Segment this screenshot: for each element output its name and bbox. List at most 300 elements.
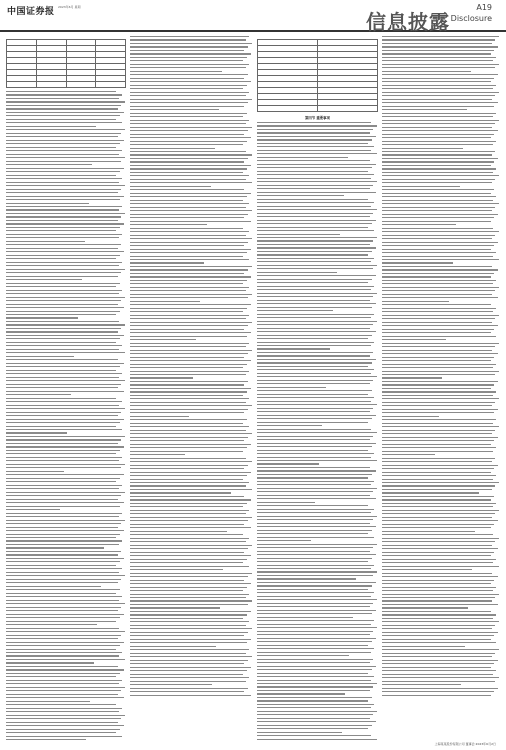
text-line bbox=[130, 189, 244, 190]
text-line bbox=[6, 467, 121, 468]
text-line bbox=[6, 725, 124, 726]
text-line bbox=[257, 561, 368, 562]
text-line bbox=[130, 461, 252, 462]
text-line bbox=[130, 339, 196, 340]
text-line bbox=[382, 485, 495, 486]
text-line bbox=[6, 523, 121, 524]
text-line bbox=[257, 300, 370, 301]
text-line bbox=[130, 419, 247, 420]
text-line bbox=[257, 704, 374, 705]
text-line bbox=[257, 188, 370, 189]
text-line bbox=[6, 234, 122, 235]
text-line bbox=[130, 388, 251, 389]
text-line bbox=[382, 430, 495, 431]
text-line bbox=[6, 481, 116, 482]
text-line bbox=[130, 88, 243, 89]
text-line bbox=[257, 627, 377, 628]
text-line bbox=[130, 632, 248, 633]
text-line bbox=[6, 359, 118, 360]
text-line bbox=[6, 119, 116, 120]
text-line bbox=[6, 248, 118, 249]
text-line bbox=[130, 482, 249, 483]
text-line bbox=[257, 254, 368, 255]
text-line bbox=[130, 527, 251, 528]
text-line bbox=[6, 129, 125, 130]
text-line bbox=[382, 691, 494, 692]
text-line bbox=[382, 262, 453, 263]
text-line bbox=[257, 132, 370, 133]
text-line bbox=[382, 217, 494, 218]
text-line bbox=[257, 282, 368, 283]
text-line bbox=[130, 426, 249, 427]
text-line bbox=[382, 419, 496, 420]
text-line bbox=[130, 235, 246, 236]
text-line bbox=[130, 430, 246, 431]
text-line bbox=[382, 85, 496, 86]
text-line bbox=[6, 279, 82, 280]
text-line bbox=[382, 590, 493, 591]
text-line bbox=[6, 300, 121, 301]
text-line bbox=[382, 649, 499, 650]
text-line bbox=[382, 242, 498, 243]
text-line bbox=[6, 401, 122, 402]
text-line bbox=[257, 122, 371, 123]
text-line bbox=[382, 189, 494, 190]
text-line bbox=[382, 193, 491, 194]
text-line bbox=[257, 735, 371, 736]
text-line bbox=[382, 611, 491, 612]
text-line bbox=[130, 468, 244, 469]
text-line bbox=[382, 245, 494, 246]
text-line bbox=[257, 160, 370, 161]
text-line bbox=[257, 418, 372, 419]
page-header bbox=[0, 0, 506, 32]
text-line bbox=[130, 172, 243, 173]
text-line bbox=[257, 206, 371, 207]
text-line bbox=[130, 684, 212, 685]
text-line bbox=[257, 457, 371, 458]
text-line bbox=[257, 585, 372, 586]
text-line bbox=[382, 175, 499, 176]
text-line bbox=[6, 366, 120, 367]
text-line bbox=[130, 148, 215, 149]
text-line bbox=[130, 649, 249, 650]
text-line bbox=[130, 228, 243, 229]
text-line bbox=[130, 472, 251, 473]
text-line bbox=[130, 297, 248, 298]
text-line bbox=[130, 137, 251, 138]
text-line bbox=[257, 324, 373, 325]
text-line bbox=[6, 94, 122, 95]
text-line bbox=[382, 95, 495, 96]
text-line bbox=[382, 371, 499, 372]
text-line bbox=[382, 113, 496, 114]
text-line bbox=[130, 600, 252, 601]
text-line bbox=[130, 60, 243, 61]
text-line bbox=[6, 209, 119, 210]
text-line bbox=[257, 279, 372, 280]
text-line bbox=[382, 646, 465, 647]
text-line bbox=[257, 230, 374, 231]
text-line bbox=[382, 74, 498, 75]
text-line bbox=[6, 530, 124, 531]
text-line bbox=[6, 196, 124, 197]
text-line bbox=[382, 562, 493, 563]
text-line bbox=[382, 447, 496, 448]
text-line bbox=[382, 78, 494, 79]
text-line bbox=[130, 545, 252, 546]
text-line bbox=[382, 336, 496, 337]
text-line bbox=[257, 366, 368, 367]
text-line bbox=[130, 660, 248, 661]
text-line bbox=[6, 331, 118, 332]
text-line bbox=[6, 544, 119, 545]
text-line bbox=[382, 350, 492, 351]
text-line bbox=[130, 43, 252, 44]
text-line bbox=[382, 329, 494, 330]
text-line bbox=[257, 125, 377, 126]
text-line bbox=[382, 360, 491, 361]
text-line bbox=[6, 582, 118, 583]
text-line bbox=[130, 621, 249, 622]
text-line bbox=[6, 391, 124, 392]
newspaper-columns bbox=[6, 36, 500, 740]
text-line bbox=[257, 401, 371, 402]
text-line bbox=[382, 517, 492, 518]
text-line bbox=[6, 690, 121, 691]
text-line bbox=[6, 485, 122, 486]
text-line bbox=[6, 105, 121, 106]
text-line bbox=[6, 624, 97, 625]
text-line bbox=[6, 373, 122, 374]
text-line bbox=[130, 517, 252, 518]
text-line bbox=[130, 465, 248, 466]
text-line bbox=[382, 311, 493, 312]
text-line bbox=[257, 463, 319, 464]
text-line bbox=[382, 71, 471, 72]
text-line bbox=[130, 548, 248, 549]
text-line bbox=[130, 670, 247, 671]
text-line bbox=[257, 247, 376, 248]
table-1 bbox=[6, 39, 126, 88]
text-line bbox=[130, 64, 249, 65]
text-line bbox=[382, 534, 493, 535]
text-line bbox=[382, 635, 494, 636]
text-line bbox=[257, 502, 315, 503]
text-line bbox=[382, 46, 498, 47]
text-line bbox=[257, 362, 372, 363]
text-line bbox=[6, 642, 124, 643]
text-line bbox=[382, 527, 491, 528]
text-line bbox=[382, 604, 498, 605]
text-line bbox=[382, 513, 495, 514]
text-line bbox=[257, 662, 370, 663]
text-line bbox=[257, 425, 322, 426]
footer-note: 上海某某股份有限公司 董事会 2023年6月2日 bbox=[434, 742, 496, 746]
text-line bbox=[6, 380, 125, 381]
text-line bbox=[382, 426, 499, 427]
text-line bbox=[382, 294, 492, 295]
text-line bbox=[130, 210, 252, 211]
text-line bbox=[382, 663, 494, 664]
text-line bbox=[130, 151, 246, 152]
text-line bbox=[130, 67, 246, 68]
text-line bbox=[130, 109, 219, 110]
text-line bbox=[6, 687, 125, 688]
text-line bbox=[257, 638, 376, 639]
text-line bbox=[382, 308, 496, 309]
text-line bbox=[6, 335, 124, 336]
text-line bbox=[6, 446, 124, 447]
text-line bbox=[130, 583, 251, 584]
text-line bbox=[257, 533, 368, 534]
text-line bbox=[382, 165, 491, 166]
text-line bbox=[6, 579, 121, 580]
text-line bbox=[6, 182, 119, 183]
text-line bbox=[130, 611, 251, 612]
text-line bbox=[6, 412, 121, 413]
text-line bbox=[6, 502, 124, 503]
text-line bbox=[6, 739, 86, 740]
text-line bbox=[382, 628, 492, 629]
text-line bbox=[257, 157, 348, 158]
text-line bbox=[382, 50, 494, 51]
section-heading: 第四节 重要事项 bbox=[305, 116, 330, 120]
text-line bbox=[6, 189, 121, 190]
text-line bbox=[382, 67, 495, 68]
text-line bbox=[130, 381, 248, 382]
text-line bbox=[130, 294, 252, 295]
text-line bbox=[382, 594, 499, 595]
text-line bbox=[257, 652, 371, 653]
text-line bbox=[6, 628, 119, 629]
text-line bbox=[257, 348, 330, 349]
text-line bbox=[6, 680, 122, 681]
text-line bbox=[257, 578, 356, 579]
text-line bbox=[130, 329, 244, 330]
text-line bbox=[382, 597, 495, 598]
text-line bbox=[130, 454, 185, 455]
text-line bbox=[130, 186, 211, 187]
text-line bbox=[6, 216, 121, 217]
text-line bbox=[130, 437, 248, 438]
text-line bbox=[382, 587, 496, 588]
text-line bbox=[257, 477, 368, 478]
text-line bbox=[382, 492, 479, 493]
text-line bbox=[6, 471, 64, 472]
text-line bbox=[130, 377, 193, 378]
text-line bbox=[382, 688, 498, 689]
text-line bbox=[382, 670, 496, 671]
text-line bbox=[130, 607, 220, 608]
text-line bbox=[130, 538, 249, 539]
text-line bbox=[6, 492, 125, 493]
page-title: 信息披露 bbox=[366, 10, 450, 34]
text-line bbox=[382, 235, 495, 236]
text-line bbox=[6, 534, 120, 535]
text-line bbox=[6, 704, 116, 705]
text-line bbox=[130, 499, 251, 500]
column-2 bbox=[130, 36, 253, 740]
text-line bbox=[130, 451, 243, 452]
text-line bbox=[130, 555, 251, 556]
text-line bbox=[382, 287, 499, 288]
text-line bbox=[6, 429, 122, 430]
text-line bbox=[257, 331, 376, 332]
text-line bbox=[257, 680, 371, 681]
text-line bbox=[382, 642, 496, 643]
text-line bbox=[257, 328, 370, 329]
section-en: Disclosure bbox=[450, 14, 492, 23]
text-line bbox=[6, 596, 122, 597]
text-line bbox=[257, 411, 370, 412]
text-line bbox=[130, 360, 251, 361]
text-line bbox=[257, 352, 373, 353]
text-line bbox=[130, 290, 246, 291]
text-line bbox=[382, 148, 463, 149]
text-line bbox=[382, 130, 498, 131]
text-line bbox=[257, 495, 370, 496]
text-line bbox=[6, 321, 119, 322]
text-line bbox=[257, 268, 373, 269]
text-line bbox=[6, 304, 118, 305]
text-line bbox=[130, 691, 244, 692]
text-line bbox=[6, 324, 125, 325]
text-line bbox=[382, 207, 495, 208]
text-line bbox=[382, 444, 491, 445]
text-line bbox=[130, 409, 248, 410]
text-line bbox=[6, 464, 125, 465]
text-line bbox=[130, 336, 247, 337]
text-line bbox=[6, 199, 120, 200]
text-line bbox=[6, 673, 120, 674]
page-number: A19 bbox=[476, 3, 492, 12]
text-line bbox=[382, 276, 491, 277]
text-line bbox=[130, 391, 247, 392]
text-line bbox=[382, 600, 492, 601]
text-line bbox=[257, 216, 370, 217]
text-line bbox=[257, 286, 374, 287]
text-line bbox=[130, 552, 244, 553]
text-line bbox=[257, 296, 373, 297]
text-line bbox=[257, 537, 374, 538]
text-line bbox=[6, 377, 119, 378]
text-line bbox=[130, 123, 246, 124]
text-line bbox=[6, 499, 118, 500]
text-line bbox=[6, 283, 120, 284]
text-line bbox=[6, 140, 124, 141]
text-line bbox=[130, 280, 247, 281]
text-line bbox=[257, 498, 376, 499]
text-line bbox=[257, 728, 368, 729]
text-line bbox=[130, 120, 249, 121]
text-line bbox=[130, 116, 243, 117]
text-line bbox=[6, 415, 118, 416]
text-line bbox=[6, 666, 118, 667]
text-line bbox=[130, 485, 246, 486]
text-line bbox=[257, 139, 372, 140]
text-line bbox=[130, 92, 249, 93]
text-line bbox=[130, 541, 246, 542]
text-line bbox=[6, 185, 125, 186]
text-line bbox=[130, 384, 244, 385]
text-line bbox=[6, 540, 122, 541]
text-line bbox=[382, 618, 493, 619]
text-line bbox=[257, 739, 377, 740]
text-line bbox=[257, 519, 373, 520]
text-line bbox=[382, 106, 494, 107]
text-line bbox=[382, 625, 495, 626]
text-line bbox=[257, 251, 372, 252]
text-line bbox=[257, 481, 374, 482]
text-line bbox=[257, 470, 376, 471]
text-line bbox=[382, 503, 496, 504]
text-line bbox=[382, 510, 499, 511]
text-line bbox=[257, 474, 372, 475]
text-line bbox=[130, 677, 249, 678]
text-block bbox=[382, 36, 500, 740]
text-line bbox=[382, 144, 493, 145]
text-line bbox=[257, 369, 374, 370]
text-line bbox=[382, 416, 439, 417]
text-line bbox=[130, 625, 246, 626]
text-line bbox=[382, 182, 492, 183]
text-line bbox=[257, 181, 377, 182]
text-line bbox=[257, 711, 377, 712]
text-line bbox=[130, 273, 244, 274]
text-line bbox=[130, 74, 248, 75]
text-line bbox=[382, 99, 492, 100]
text-line bbox=[6, 676, 116, 677]
text-line bbox=[382, 315, 499, 316]
text-line bbox=[6, 178, 122, 179]
text-line bbox=[382, 161, 494, 162]
text-line bbox=[130, 614, 247, 615]
text-line bbox=[6, 101, 125, 102]
text-line bbox=[257, 610, 376, 611]
text-line bbox=[130, 238, 252, 239]
text-line bbox=[382, 367, 493, 368]
text-line bbox=[130, 489, 252, 490]
text-line bbox=[382, 395, 493, 396]
text-line bbox=[382, 120, 499, 121]
text-line bbox=[382, 566, 499, 567]
text-line bbox=[257, 143, 368, 144]
text-line bbox=[130, 53, 251, 54]
text-line bbox=[130, 134, 244, 135]
text-line bbox=[257, 526, 376, 527]
text-line bbox=[382, 304, 491, 305]
text-line bbox=[130, 308, 247, 309]
text-line bbox=[6, 168, 124, 169]
text-line bbox=[130, 573, 252, 574]
text-line bbox=[257, 631, 373, 632]
text-line bbox=[130, 492, 231, 493]
text-line bbox=[6, 91, 116, 92]
text-line bbox=[257, 321, 377, 322]
text-line bbox=[6, 520, 125, 521]
text-line bbox=[257, 450, 368, 451]
text-line bbox=[257, 174, 374, 175]
text-line bbox=[130, 193, 251, 194]
text-line bbox=[257, 669, 372, 670]
text-line bbox=[257, 415, 376, 416]
text-line bbox=[6, 387, 118, 388]
text-line bbox=[257, 167, 372, 168]
text-line bbox=[257, 453, 374, 454]
text-line bbox=[6, 297, 125, 298]
text-line bbox=[382, 151, 495, 152]
